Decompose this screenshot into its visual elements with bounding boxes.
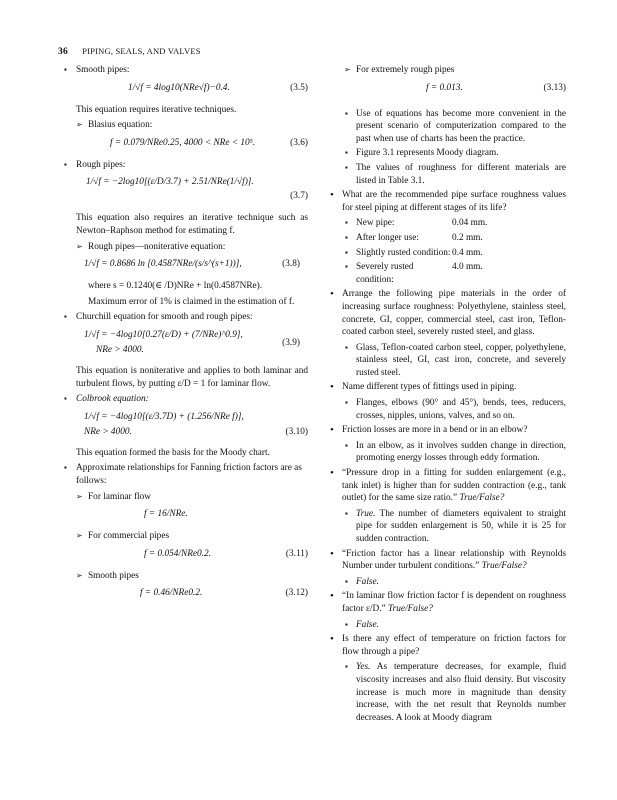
a-linear: ▪ False. [344,576,566,589]
roughness-row: ▪ Severely rusted condition: 4.0 mm. [344,261,566,286]
equation-3-8: 1/√f = 0.8686 ln [0.4587NRe/(s/s^(s+1))], (3.8) [84,259,300,270]
a-pressure: ▪ True. The number of diameters equivalent to straight pipe for sudden enlargement is 50, while it is 25 for sudden contraction. [344,508,566,546]
equation-laminar: f = 16/NRe. [144,509,188,520]
rough-noniterative-item: ➢ Rough pipes—noniterative equation: [62,241,308,254]
page-number: 36 [58,47,68,57]
a-laminar: ▪ False. [344,619,566,632]
roughness-row: ▪ After longer use: 0.2 mm. [344,232,566,245]
left-column [62,64,308,609]
equation-3-7: 1/√f = −2log10[(ε/D/3.7) + 2.51/NRe(1/√f)]. (3.7) [86,177,308,202]
q-friction: • Friction losses are more in a bend or in an elbow? [330,424,566,437]
table-3-1-item: ▪ The values of roughness for different materials are listed in Table 3.1. [344,162,566,187]
q-roughness: • What are the recommended pipe surface roughness values for steel piping at different stages of its life? [330,189,566,214]
q-temperature: • Is there any effect of temperature on friction factors for flow through a pipe? [330,633,566,658]
equation-3-13: f = 0.013. (3.13) [426,82,566,93]
a-fittings: ▪ Flanges, elbows (90° and 45°), bends, tees, reducers, crosses, nipples, unions, valves, and so on. [344,397,566,422]
iterative-text: This equation requires iterative techniques. [76,104,237,115]
equation-3-6: f = 0.079/NRe0.25, 4000 < NRe < 10⁵. (3.6) [110,137,308,148]
roughness-row: ▪ Slightly rusted condition: 0.4 mm. [344,247,566,260]
use-equations-item: ▪ Use of equations has become more convenient in the present scenario of computerization compared to the past when use of charts has been the practice. [344,108,566,146]
smooth-pipes-2-item: ➢ Smooth pipes [62,570,308,583]
right-column [330,64,566,726]
q-linear: • “Friction factor has a linear relationship with Reynolds Number under turbulent conditions.” True/False? [330,548,566,573]
where-s: where s = 0.1240(∈ /D)NRe + ln(0.4587NRe). [88,281,263,292]
equation-3-5: 1/√f = 4log10(NRe√f)−0.4. (3.5) [128,82,308,93]
noniterative-text: This equation is noniterative and applies to both laminar and turbulent flows, by putting ε/D = 1 for laminar flow. [76,365,308,389]
equation-3-9: 1/√f = −4log10[0.27(ε/D) + (7/NRe)^0.9], NRe > 4000. (3.9) [84,329,300,355]
roughness-row: ▪ New pipe: 0.04 mm. [344,217,566,230]
a-temperature: ▪ Yes. As temperature decreases, for example, fluid viscosity increases and also fluid density. But viscosity increase is much more in magnitude than density increase, with the net result that Reynolds number decreases. A look at Moody diagram [344,661,566,724]
churchill-item: ▪ Churchill equation for smooth and rough pipes: [62,311,308,324]
q-arrange: • Arrange the following pipe materials in the order of increasing surface roughness: Polyethylene, stainless steel, concrete, GI, copper, commercial steel, cast iron, Teflon-coated carbon steel, severely rusted steel, and glass. [330,288,566,338]
equation-3-12: f = 0.46/NRe0.2. (3.12) [140,588,308,599]
running-header [58,46,201,57]
equation-3-11: f = 0.054/NRe0.2. (3.11) [144,548,308,559]
a-arrange: ▪ Glass, Teflon-coated carbon steel, copper, polyethylene, stainless steel, GI, cast iron, concrete, and severely rusted steel. [344,342,566,380]
q-fittings: • Name different types of fittings used in piping. [330,381,566,394]
running-title: PIPING, SEALS, AND VALVES [82,46,201,56]
rough-pipes-item: ▪ Rough pipes: [62,159,308,172]
moody-basis-text: This equation formed the basis for the Moody chart. [76,447,270,458]
q-laminar: • “In laminar flow friction factor f is dependent on roughness factor ε/D.” True/False? [330,590,566,615]
approx-item: ▪ Approximate relationships for Fanning friction factors are as follows: [62,462,308,487]
smooth-pipes-item: ▪ Smooth pipes: [62,64,308,77]
colebrook-item: ▪ Colbrook equation: [62,393,308,406]
equation-3-10: 1/√f = −4log10[(ε/3.7D) + (1.256/NRe f)], NRe > 4000. (3.10) [84,411,308,437]
commercial-item: ➢ For commercial pipes [62,530,308,543]
figure-3-1-item: ▪ Figure 3.1 represents Moody diagram. [344,147,566,160]
q-pressure: • “Pressure drop in a fitting for sudden enlargement (e.g., tank inlet) is higher than for sudden contraction (e.g., tank outlet) for the same size ratio.” True/False? [330,467,566,505]
max-error: Maximum error of 1% is claimed in the estimation of f. [88,296,295,307]
a-friction: ▪ In an elbow, as it involves sudden change in direction, promoting energy losses through eddy formation. [344,440,566,465]
newton-text: This equation also requires an iterative technique such as Newton–Raphson method for estimating f. [76,213,308,236]
extreme-rough-item: ➢ For extremely rough pipes [330,64,566,77]
laminar-item: ➢ For laminar flow [62,491,308,504]
blasius-item: ➢ Blasius equation: [62,119,308,132]
